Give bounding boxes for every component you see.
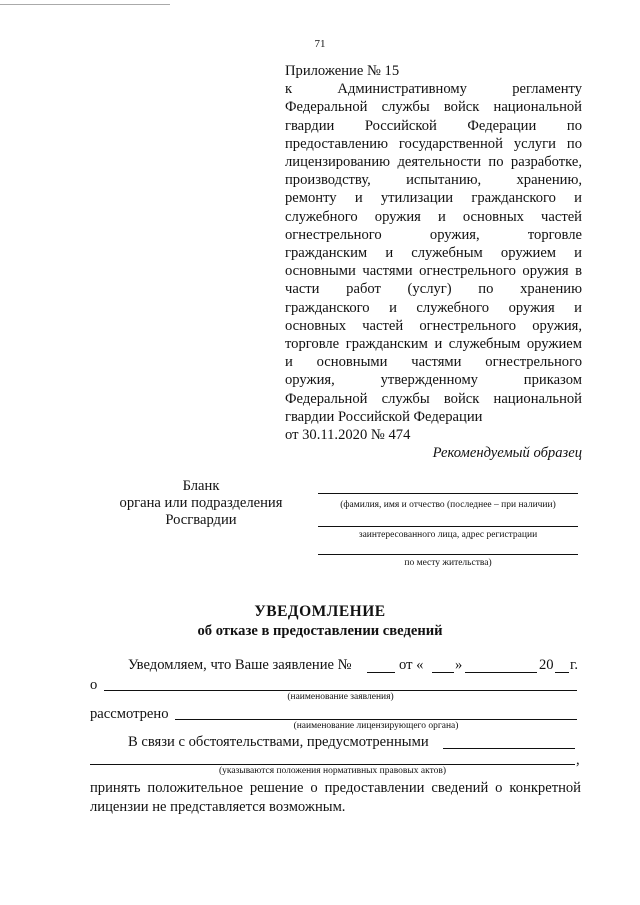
date-open-text: от « (399, 657, 424, 673)
date-year-field[interactable] (555, 672, 569, 673)
appendix-line: торговле гражданским и служебным оружием (285, 336, 582, 353)
appendix-line: гражданского и служебного оружия и (285, 299, 582, 316)
appendix-line: от 30.11.2020 № 474 (285, 427, 411, 444)
letterhead-line: органа или подразделения (119, 495, 283, 511)
letterhead-line: Росгвардии (165, 512, 237, 528)
page-number: 71 (314, 38, 326, 50)
recipient-residence-field[interactable] (318, 554, 578, 555)
recipient-name-field[interactable] (318, 493, 578, 494)
appendix-line: Федеральной службы войск национальной (285, 99, 582, 116)
legal-acts-caption: (указываются положения нормативных правовых актов) (218, 766, 447, 776)
legal-acts-field[interactable] (90, 764, 575, 765)
appendix-line: гвардии Российской Федерации по (285, 117, 582, 134)
letterhead-block (96, 478, 306, 529)
licensing-authority-field[interactable] (175, 719, 577, 720)
year-suffix-text: г. (570, 657, 578, 673)
recipient-caption-residence: по месту жительства) (404, 558, 492, 568)
appendix-line: части работ (услуг) по хранению (285, 281, 582, 298)
about-text: о (90, 677, 98, 693)
notification-text: Уведомляем, что Ваше заявление № (128, 657, 352, 673)
appendix-line: Федеральной службы войск национальной (285, 390, 582, 407)
recipient-address-field[interactable] (318, 526, 578, 527)
appendix-line: основных частей огнестрельного оружия, (285, 317, 582, 334)
appendix-block (285, 62, 582, 444)
year-prefix-text: 20 (539, 657, 554, 673)
appendix-line: служебного оружия и основных частей (285, 208, 582, 225)
appendix-line: огнестрельного оружия, торговле (285, 226, 582, 243)
application-number-field[interactable] (367, 672, 395, 673)
appendix-line: к Административному регламенту (285, 81, 582, 98)
recipient-caption-name: (фамилия, имя и отчество (последнее – при наличии) (340, 500, 556, 510)
appendix-line: предоставлению государственной услуги по (285, 135, 582, 152)
application-name-field[interactable] (104, 690, 577, 691)
letterhead-line: Бланк (182, 478, 220, 494)
date-month-field[interactable] (465, 672, 537, 673)
appendix-line: гражданским и служебным оружием и (285, 245, 582, 262)
date-close-text: » (455, 657, 463, 673)
licensing-authority-caption: (наименование лицензирующего органа) (293, 721, 459, 731)
appendix-line: Приложение № 15 (285, 63, 400, 79)
top-edge-line (0, 4, 170, 5)
conclusion-paragraph: принять положительное решение о предоставлении сведений о конкретной лицензии не представляется возможным. (90, 780, 581, 815)
application-name-caption: (наименование заявления) (287, 692, 394, 702)
document-subtitle: об отказе в предоставлении сведений (197, 623, 443, 639)
appendix-line: производству, испытанию, хранению, (285, 172, 582, 189)
appendix-line: оружия, утвержденному приказом (285, 372, 582, 389)
appendix-line: ремонту и утилизации гражданского и (285, 190, 582, 207)
reviewed-text: рассмотрено (90, 706, 169, 722)
date-day-field[interactable] (432, 672, 454, 673)
appendix-line: лицензированию деятельности по разработке, (285, 154, 582, 171)
appendix-line: основными частями огнестрельного оружия в (285, 263, 582, 280)
recommended-sample-label: Рекомендуемый образец (432, 445, 582, 461)
recipient-caption-address: заинтересованного лица, адрес регистрации (358, 530, 538, 540)
appendix-line: и основными частями огнестрельного (285, 354, 582, 371)
circumstances-field[interactable] (443, 748, 575, 749)
document-title: УВЕДОМЛЕНИЕ (254, 603, 386, 620)
legal-acts-comma: , (576, 752, 580, 768)
circumstances-text: В связи с обстоятельствами, предусмотренными (128, 734, 429, 750)
appendix-line: гвардии Российской Федерации (285, 408, 483, 425)
